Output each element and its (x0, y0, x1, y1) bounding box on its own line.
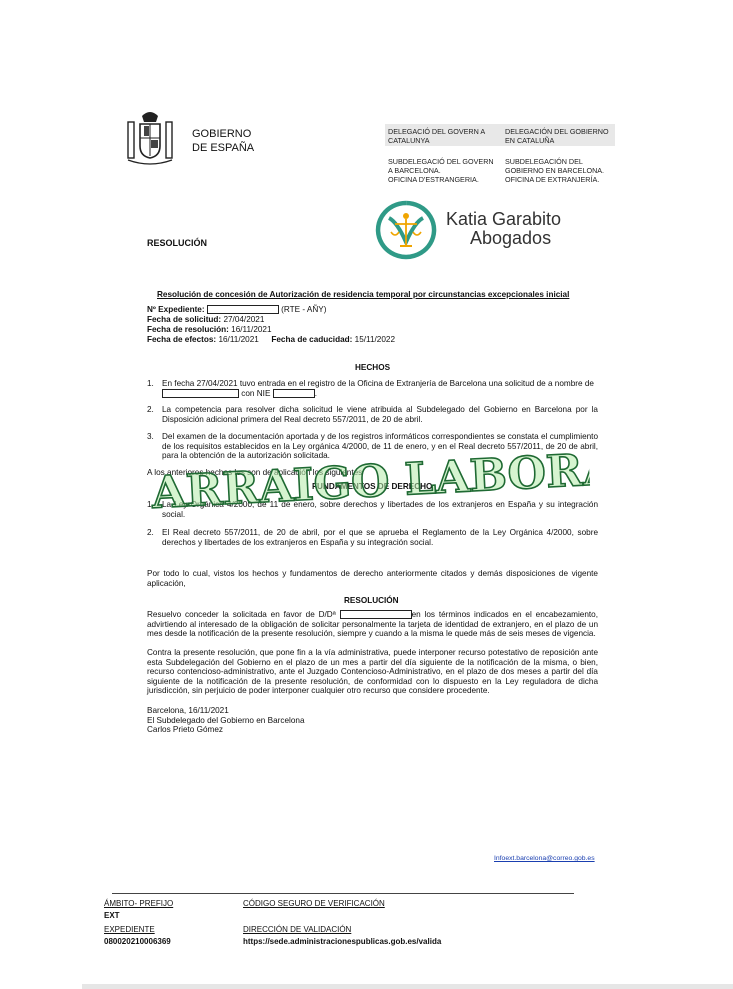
hechos-item-2: 2. La competencia para resolver dicha solicitud le viene atribuida al Subdelegado del Gobierno en Barcelona por la Disposición adicional primera del Real decreto 557/2011, de 20 de abril. (147, 405, 598, 424)
fecha-efectos: Fecha de efectos: 16/11/2021 Fecha de caducidad: 15/11/2022 (147, 335, 396, 344)
expediente-value: 080020210006369 (104, 937, 171, 946)
anteriores-text: A los anteriores hechos les son de aplicación los siguientes (147, 468, 363, 477)
email-link[interactable]: Infoext.barcelona@correo.gob.es (494, 855, 595, 862)
ambito-value: EXT (104, 911, 120, 920)
stamp-text: ARRAIGO LABORAL (150, 441, 591, 518)
redacted-field (207, 305, 279, 314)
resolucion-paragraph-2: Contra la presente resolución, que pone fin a la vía administrativa, puede interponer recurso potestativo de reposición ante esta Subdelegación del Gobierno en el plazo de un mes a partir del día siguiente de la notificación de la misma, o bien, recurso contencioso-administrativo, ante el Juzgado Contencioso-Administrativo, en el plazo de dos meses a partir del día siguiente de la notificación de la presente resolución, de conformidad con lo dispuesto en la Ley reguladora de dicha jurisdicción, sin perjuicio de poder interponer cualquier otro recurso que considere procedente. (147, 648, 598, 696)
delegation-es: DELEGACIÓN DEL GOBIERNO EN CATALUÑA (505, 127, 609, 145)
por-todo-text: Por todo lo cual, vistos los hechos y fundamentos de derecho anteriormente citados y demás disposiciones de vigente aplicación, (147, 569, 598, 588)
validation-url[interactable]: https://sede.administracionespublicas.gob.es/valida (243, 937, 442, 946)
resolution-title: Resolución de concesión de Autorización de residencia temporal por circunstancias excepcionales inicial (157, 290, 570, 299)
fecha-solicitud: Fecha de solicitud: 27/04/2021 (147, 315, 265, 324)
hechos-heading: HECHOS (355, 363, 391, 372)
fundamentos-item-2: 2. El Real decreto 557/2011, de 20 de abril, por el que se aprueba el Reglamento de la Ley Orgánica 4/2000, sobre derechos y libertades de los extranjeros en España y su integración social. (147, 528, 598, 547)
subdelegation-es: SUBDELEGACIÓN DEL GOBIERNO EN BARCELONA. OFICINA DE EXTRANJERÍA. (505, 157, 605, 184)
validation-label: DIRECCIÓN DE VALIDACIÓN (243, 925, 352, 934)
expediente-line: Nº Expediente: (RTE - AÑY) (147, 305, 327, 314)
law-firm-name: Katia Garabito Abogados (446, 209, 562, 248)
redacted-field (340, 610, 412, 619)
expediente-label: EXPEDIENTE (104, 925, 155, 934)
redacted-field (162, 389, 239, 398)
signature-block: Barcelona, 16/11/2021 El Subdelegado del Gobierno en Barcelona Carlos Prieto Gómez (147, 706, 305, 735)
footer-divider (112, 893, 574, 894)
fundamentos-item-1: 1. La Ley Orgánica 4/2000, de 11 de enero, sobre derechos y libertades de los extranjeros en España y su integración social. (147, 500, 598, 519)
ambito-label: ÁMBITO- PREFIJO (104, 899, 174, 908)
hechos-item-3: 3. Del examen de la documentación aportada y de los registros informáticos correspondientes se constata el cumplimiento de los requisitos establecidos en la Ley orgánica 4/2000, de 11 de enero, y en el Real decreto 557/2011, de 20 de abril, para la obtención de la autorización solicitada. (147, 432, 598, 461)
page-bottom-edge (82, 984, 733, 989)
law-firm-logo-icon (373, 200, 439, 260)
coat-of-arms-icon (126, 110, 174, 166)
fecha-resolucion: Fecha de resolución: 16/11/2021 (147, 325, 272, 334)
resolucion-paragraph-1: Resuelvo conceder la solicitada en favor de D/Dª en los términos indicados en el encabezamiento, advirtiendo al interesado de la obligación de solicitar personalmente la tarjeta de identidad de extranjero, en el plazo de un mes desde la notificación de la presente resolución, siempre y cuando a la misma le quede más de seis meses de vigencia. (147, 610, 598, 639)
csv-label: CÓDIGO SEGURO DE VERIFICACIÓN (243, 899, 385, 908)
gobierno-label: GOBIERNO DE ESPAÑA (192, 128, 255, 154)
hechos-item-1: 1. En fecha 27/04/2021 tuvo entrada en el registro de la Oficina de Extranjería de Barcelona una solicitud de a nombre de con NIE . (147, 379, 594, 398)
delegation-ca: DELEGACIÓ DEL GOVERN A CATALUNYA (388, 127, 485, 145)
fundamentos-heading: FUNDAMENTOS DE DERECHO (312, 482, 433, 491)
doc-heading: RESOLUCIÓN (147, 238, 208, 248)
redacted-field (273, 389, 315, 398)
resolucion-heading: RESOLUCIÓN (344, 596, 399, 605)
subdelegation-ca: SUBDELEGACIÓ DEL GOVERN A BARCELONA. OFICINA D'ESTRANGERIA. (388, 157, 494, 184)
